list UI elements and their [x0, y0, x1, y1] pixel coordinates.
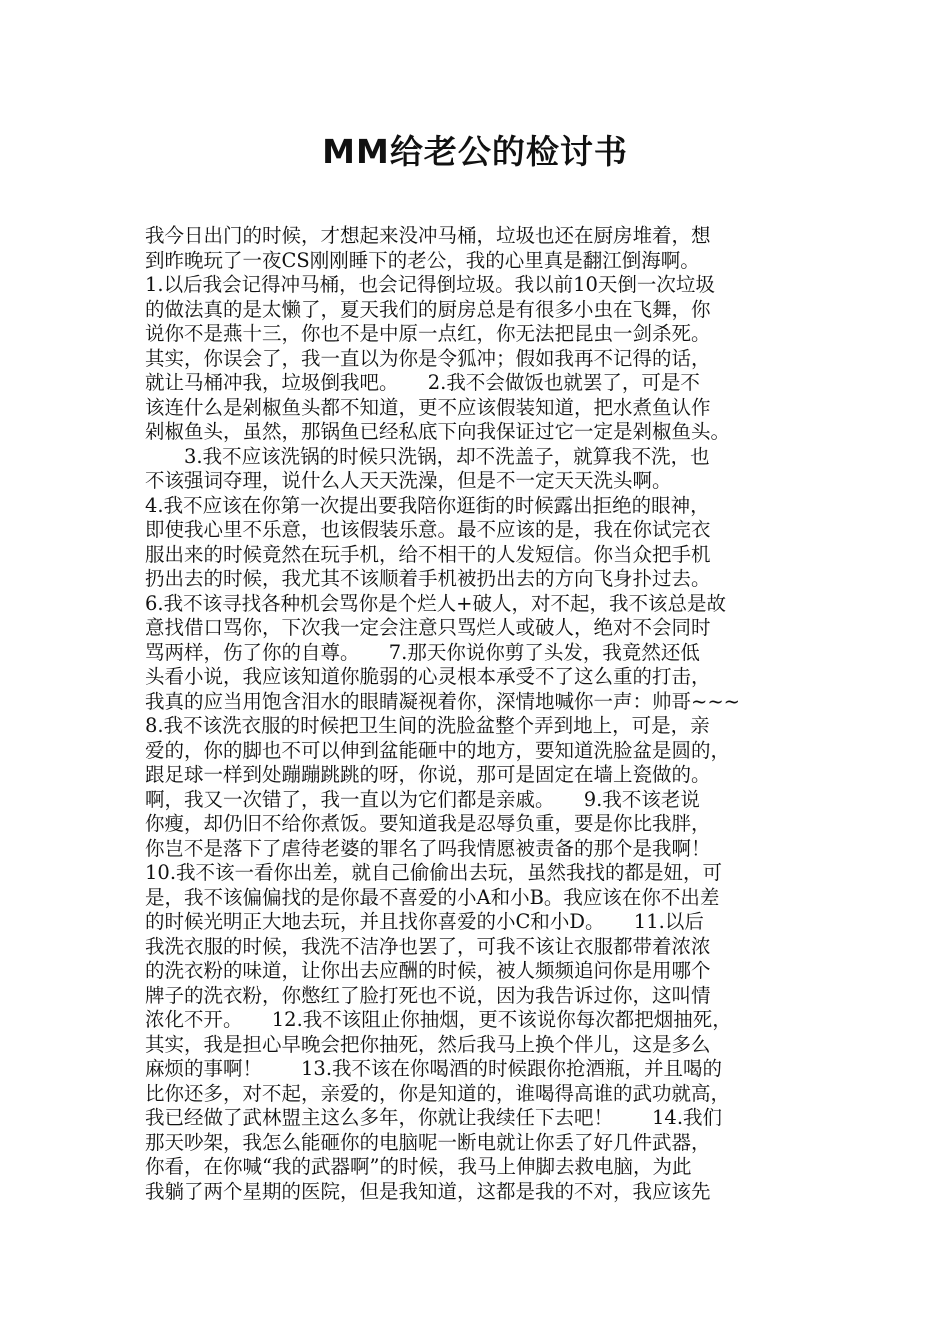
body-line: 你岂不是落下了虐待老婆的罪名了吗我情愿被责备的那个是我啊！	[145, 836, 711, 860]
body-line: 6.我不该寻找各种机会骂你是个烂人+破人，对不起，我不该总是故	[145, 591, 726, 615]
body-line: 其实，你误会了，我一直以为你是令狐冲；假如我再不记得的话，	[145, 346, 711, 370]
body-line: 不该强词夺理，说什么人天天洗澡，但是不一定天天洗头啊。	[145, 469, 672, 492]
body-line: 比你还多，对不起，亲爱的，你是知道的，谁喝得高谁的武功就高，	[145, 1081, 731, 1105]
body-line: 啊，我又一次错了，我一直以为它们都是亲戚。 9.我不该老说	[145, 787, 700, 811]
body-line: 10.我不该一看你出差，就自己偷偷出去玩，虽然我找的都是妞，可	[145, 861, 723, 884]
body-line: 那天吵架，我怎么能砸你的电脑呢一断电就让你丢了好几件武器，	[145, 1130, 711, 1154]
body-line: 意找借口骂你，下次我一定会注意只骂烂人或破人，绝对不会同时	[145, 616, 711, 639]
body-line: 你看，在你喊“我的武器啊”的时候，我马上伸脚去救电脑，为此	[145, 1155, 692, 1178]
body-line: 牌子的洗衣粉，你憋红了脸打死也不说，因为我告诉过你，这叫情	[145, 983, 711, 1007]
body-line: 剁椒鱼头，虽然，那锅鱼已经私底下向我保证过它一定是剁椒鱼头。	[145, 420, 731, 443]
body-line: 是，我不该偏偏找的是你最不喜爱的小A和小B。我应该在你不出差	[145, 885, 720, 909]
body-line: 的洗衣粉的味道，让你出去应酬的时候，被人频频追问你是用哪个	[145, 959, 711, 982]
body-line: 跟足球一样到处蹦蹦跳跳的呀，你说，那可是固定在墙上瓷做的。	[145, 763, 711, 786]
body-line: 我今日出门的时候，才想起来没冲马桶，垃圾也还在厨房堆着，想	[145, 224, 711, 247]
body-line: 其实，我是担心早晚会把你抽死，然后我马上换个伴儿，这是多么	[145, 1032, 711, 1056]
body-line: 3.我不应该洗锅的时候只洗锅，却不洗盖子，就算我不洗，也	[145, 444, 710, 468]
body-line: 说你不是燕十三，你也不是中原一点红，你无法把昆虫一剑杀死。	[145, 322, 711, 345]
body-line: 我真的应当用饱含泪水的眼睛凝视着你，深情地喊你一声：帅哥~~~	[145, 689, 741, 713]
body-line: 1.以后我会记得冲马桶，也会记得倒垃圾。我以前10天倒一次垃圾	[145, 273, 715, 296]
body-line: 即使我心里不乐意，也该假装乐意。最不应该的是，我在你试完衣	[145, 518, 711, 541]
body-line: 浓化不开。 12.我不该阻止你抽烟，更不该说你每次都把烟抽死，	[145, 1008, 732, 1031]
body-line: 骂两样，伤了你的自尊。 7.那天你说你剪了头发，我竟然还低	[145, 640, 700, 664]
body-line: 4.我不应该在你第一次提出要我陪你逛街的时候露出拒绝的眼神，	[145, 493, 710, 517]
body-line: 麻烦的事啊！ 13.我不该在你喝酒的时候跟你抢酒瓶，并且喝的	[145, 1057, 723, 1080]
body-line: 就让马桶冲我，垃圾倒我吧。 2.我不会做饭也就罢了，可是不	[145, 371, 700, 394]
body-line: 我躺了两个星期的医院，但是我知道，这都是我的不对，我应该先	[145, 1179, 711, 1203]
body-line: 到昨晚玩了一夜CS刚刚睡下的老公，我的心里真是翻江倒海啊。	[145, 248, 700, 272]
body-line: 爱的，你的脚也不可以伸到盆能砸中的地方，要知道洗脸盆是圆的，	[145, 738, 731, 762]
body-line: 服出来的时候竟然在玩手机，给不相干的人发短信。你当众把手机	[145, 542, 711, 566]
body-line: 的做法真的是太懒了，夏天我们的厨房总是有很多小虫在飞舞，你	[145, 297, 711, 321]
body-line: 你瘦，却仍旧不给你煮饭。要知道我是忍辱负重，要是你比我胖，	[145, 812, 711, 835]
body-line: 的时候光明正大地去玩，并且找你喜爱的小C和小D。 11.以后	[145, 910, 704, 933]
body-line: 我洗衣服的时候，我洗不洁净也罢了，可我不该让衣服都带着浓浓	[145, 934, 711, 958]
body-line: 扔出去的时候，我尤其不该顺着手机被扔出去的方向飞身扑过去。	[145, 567, 711, 590]
document-title: MM给老公的检讨书	[322, 132, 628, 171]
body-line: 该连什么是剁椒鱼头都不知道，更不应该假装知道，把水煮鱼认作	[145, 395, 711, 419]
body-line: 头看小说，我应该知道你脆弱的心灵根本承受不了这么重的打击，	[145, 665, 711, 688]
document-body	[145, 224, 815, 1204]
body-line: 8.我不该洗衣服的时候把卫生间的洗脸盆整个弄到地上，可是，亲	[145, 714, 710, 737]
body-line: 我已经做了武林盟主这么多年，你就让我续任下去吧！ 14.我们	[145, 1106, 723, 1129]
